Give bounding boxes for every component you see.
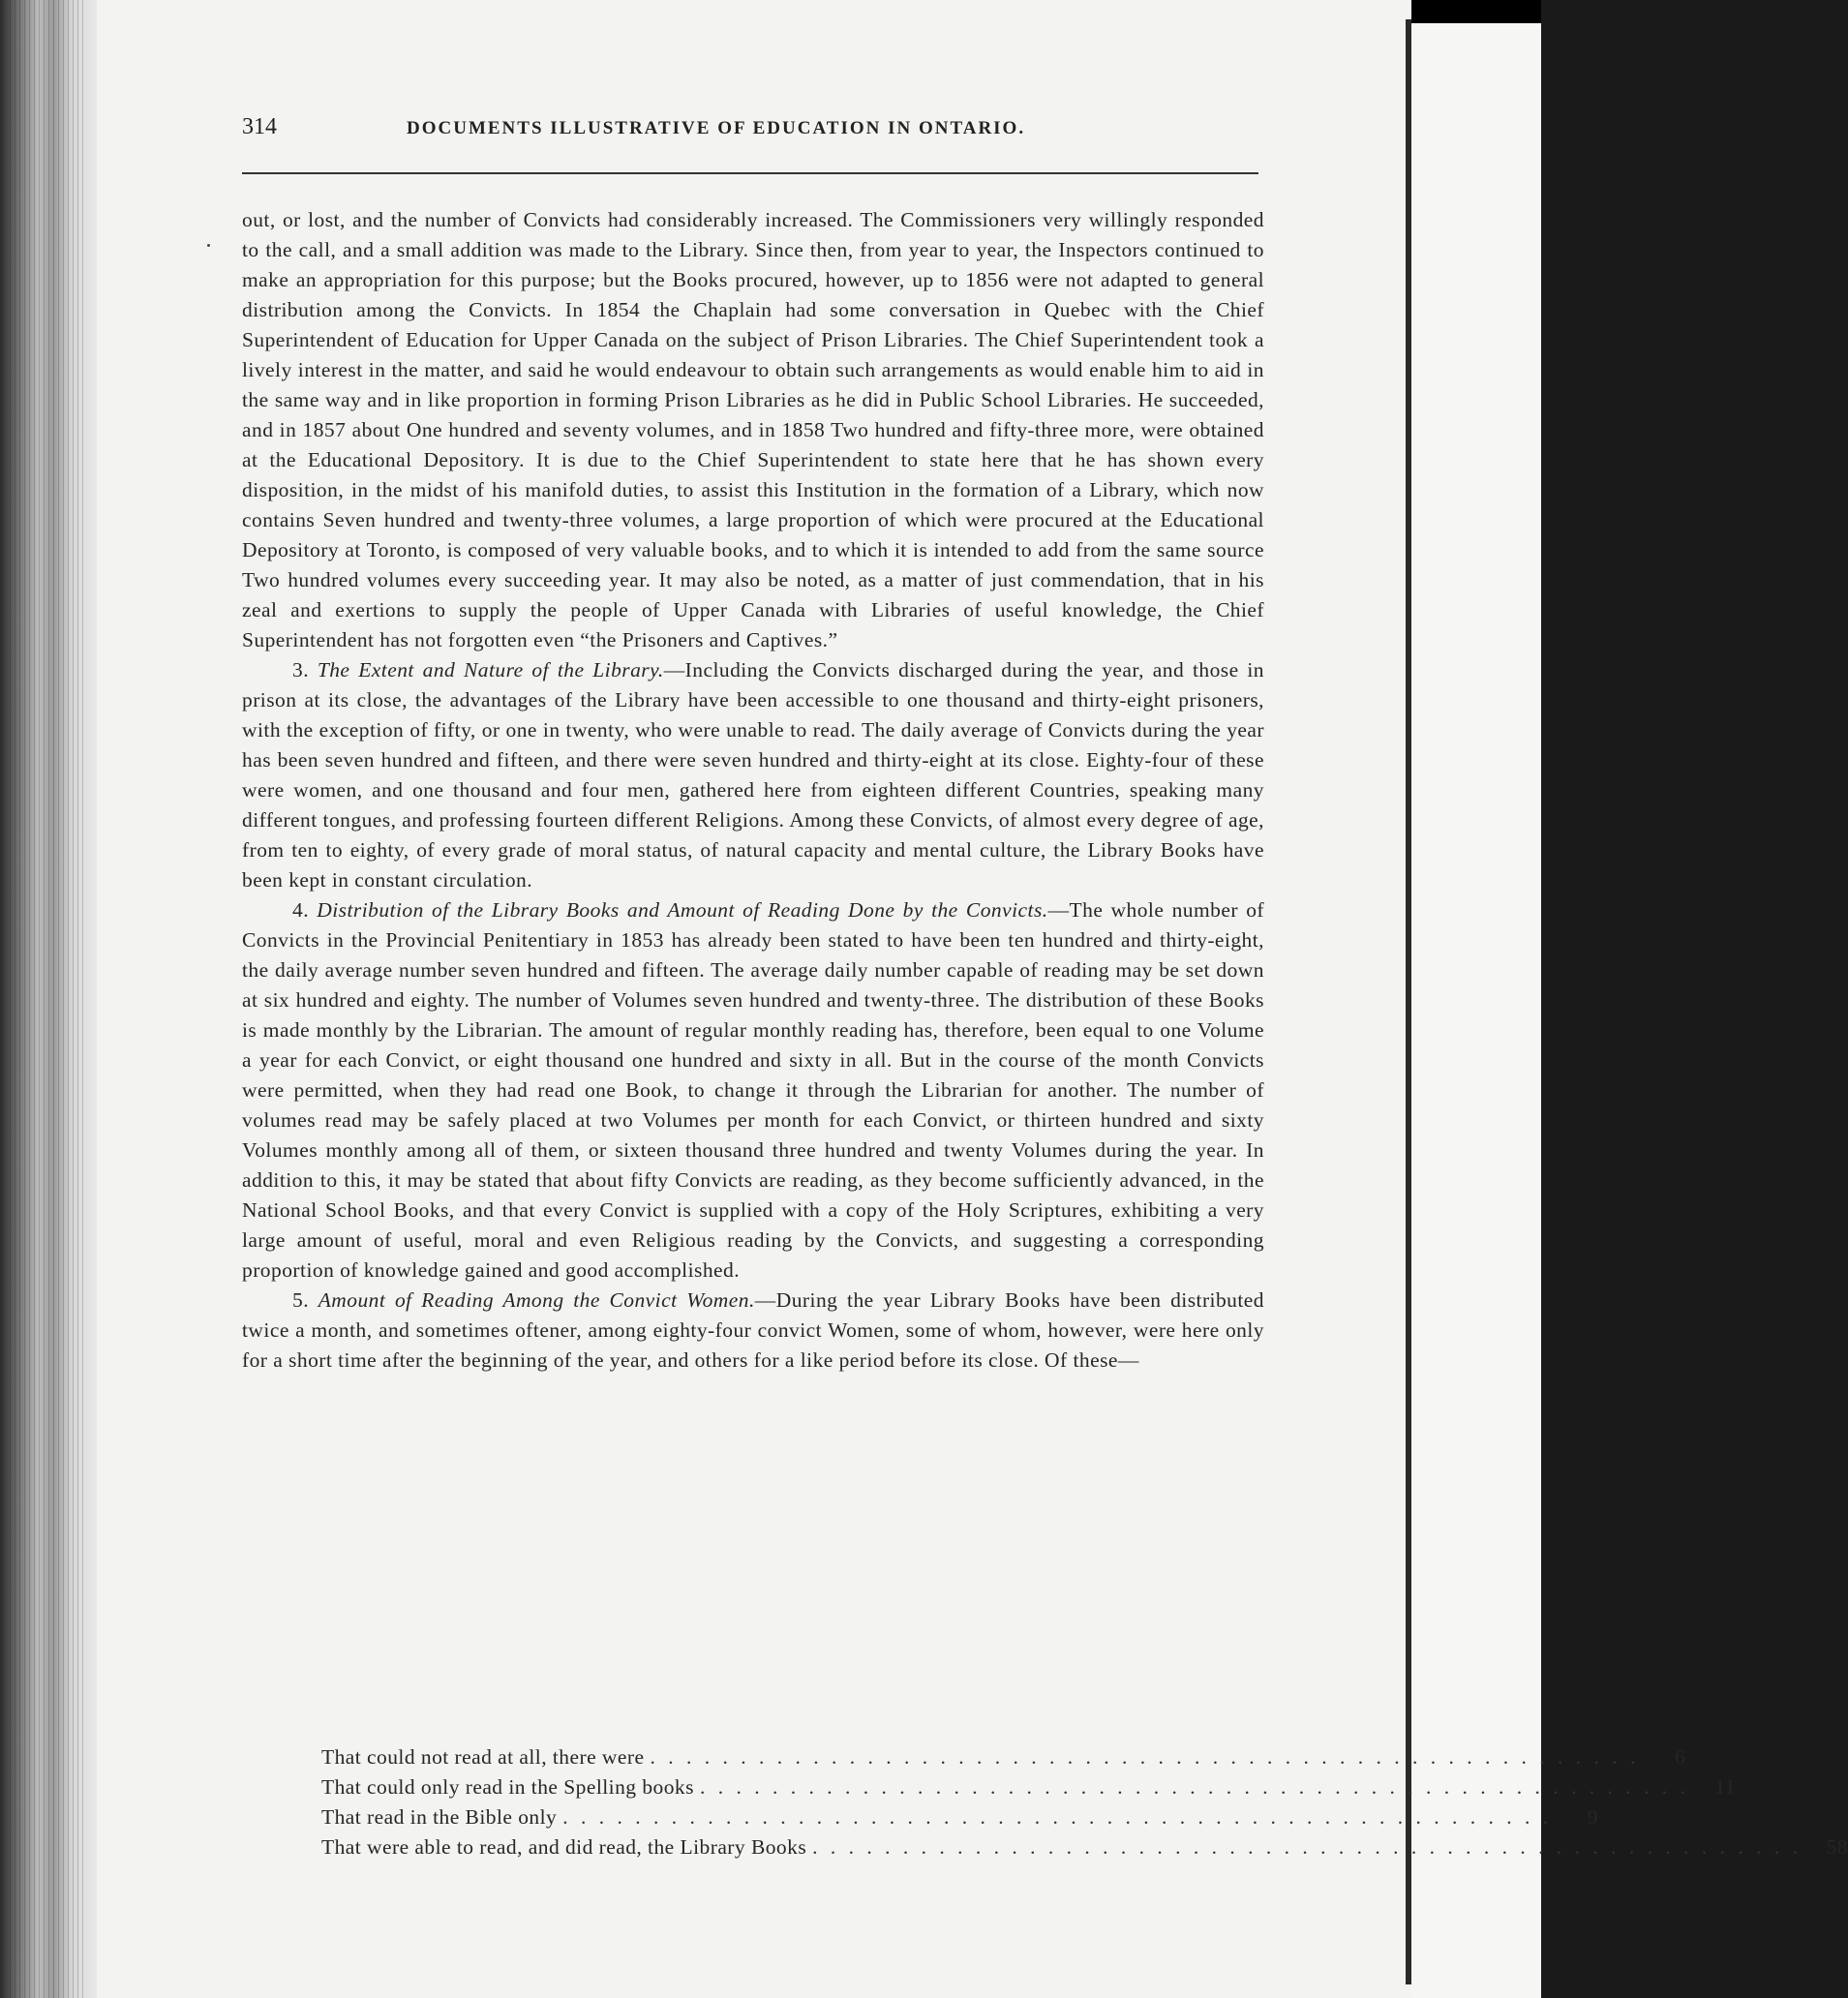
paragraph-distribution — [242, 895, 1264, 1286]
dot-leader: . . . . . . . . . . . . . . . . . . . . . . . . . . . . . . . . . . . . . . . . . . . . . . . . . . . . . . . — [650, 1745, 1640, 1769]
tally-value: 9 — [1587, 1805, 1599, 1829]
list-item — [321, 1772, 1736, 1802]
paragraph-convict-women — [242, 1286, 1264, 1376]
dot-leader: . . . . . . . . . . . . . . . . . . . . . . . . . . . . . . . . . . . . . . . . . . . . . . . . . . . . . . . — [699, 1775, 1689, 1799]
section-heading: Distribution of the Library Books and Amount of Reading Done by the Convicts. — [317, 898, 1048, 922]
tally-label: That could only read in the Spelling books — [321, 1775, 694, 1799]
section-text: —During the year Library Books have been distributed twice a month, and sometimes oftener, among eighty-four convict Women, some of whom, however, were here only for a short time after the beginning of the year, and others for a like period before its close. Of these— — [242, 1288, 1264, 1372]
section-heading: Amount of Reading Among the Convict Women. — [318, 1288, 755, 1312]
dot-leader: . . . . . . . . . . . . . . . . . . . . . . . . . . . . . . . . . . . . . . . . . . . . . . . . . . . . . . . — [812, 1835, 1803, 1859]
section-heading: The Extent and Nature of the Library. — [317, 658, 664, 681]
facing-page-margin — [1411, 0, 1541, 1998]
section-text: —The whole number of Convicts in the Provincial Penitentiary in 1853 has already been stated to have been ten hundred and thirty-eight, the daily average number seven hundred and fifteen. The average daily number capable of reading may be set down at six hundred and eighty. The number of Volumes seven hundred and twenty-three. The distribution of these Books is made monthly by the Librarian. The amount of regular monthly reading has, therefore, been equal to one Volume a year for each Convict, or eight thousand one hundred and sixty in all. But in the course of the month Convicts were permitted, when they had read one Book, to change it through the Librarian for another. The number of volumes read may be safely placed at two Volumes per month for each Convict, or thirteen hundred and sixty Volumes monthly among all of them, or sixteen thousand three hundred and twenty Volumes during the year. In addition to this, it may be stated that about fifty Convicts are reading, as they become sufficiently advanced, in the National School Books, and that every Convict is supplied with a copy of the Holy Scriptures, exhibiting a very large amount of useful, moral and even Religious reading by the Convicts, and suggesting a corresponding proportion of knowledge gained and good accomplished. — [242, 898, 1265, 1282]
tally-value: 6 — [1675, 1745, 1686, 1769]
document-body — [242, 205, 1264, 1376]
running-head — [242, 114, 1258, 153]
paragraph-continuation: out, or lost, and the number of Convicts had considerably increased. The Commissioners very willingly responded to the call, and a small addition was made to the Library. Since then, from year to year, the Inspectors continued to make an appropriation for this purpose; but the Books procured, however, up to 1856 were not adapted to general distribution among the Convicts. In 1854 the Chaplain had some conversation in Quebec with the Chief Superintendent of Education for Upper Canada on the subject of Prison Libraries. The Chief Superintendent took a lively interest in the matter, and said he would endeavour to obtain such arrangements as would enable him to aid in the same way and in like proportion in forming Prison Libraries as he did in Public School Libraries. He succeeded, and in 1857 about One hundred and seventy volumes, and in 1858 Two hundred and fifty-three more, were obtained at the Educational Depository. It is due to the Chief Superintendent to state here that he has shown every disposition, in the midst of his manifold duties, to assist this Institution in the formation of a Library, which now contains Seven hundred and twenty-three volumes, a large proportion of which were procured at the Educational Depository at Toronto, is composed of very valuable books, and to which it is intended to add from the same source Two hundred volumes every succeeding year. It may also be noted, as a matter of just commendation, that in his zeal and exertions to supply the people of Upper Canada with Libraries of useful knowledge, the Chief Superintendent has not forgotten even “the Prisoners and Captives.” — [242, 208, 1264, 651]
tally-label: That read in the Bible only — [321, 1805, 558, 1829]
list-item — [321, 1742, 1686, 1772]
list-item — [321, 1832, 1848, 1862]
section-text: —Including the Convicts discharged during the year, and those in prison at its close, the advantages of the Library have been accessible to one thousand and thirty-eight prisoners, with the exception of fifty, or one in twenty, who were unable to read. The daily average of Convicts during the year has been seven hundred and fifteen, and there were seven hundred and thirty-eight at its close. Eighty-four of these were women, and one thousand and four men, gathered here from eighteen different Countries, speaking many different tongues, and professing fourteen different Religions. Among these Convicts, of almost every degree of age, from ten to eighty, of every grade of moral status, of natural capacity and mental culture, the Library Books have been kept in constant circulation. — [242, 658, 1264, 892]
tally-value: 58 — [1826, 1835, 1848, 1859]
header-rule — [242, 172, 1258, 174]
page-edges — [10, 0, 87, 1998]
reading-tally-list — [321, 1742, 1848, 1862]
margin-speck — [207, 244, 210, 247]
top-dark-strip — [1411, 0, 1541, 23]
section-number: 4. — [292, 898, 310, 922]
list-item — [321, 1802, 1599, 1832]
section-number: 3. — [292, 658, 310, 681]
section-number: 5. — [292, 1288, 310, 1312]
dot-leader: . . . . . . . . . . . . . . . . . . . . . . . . . . . . . . . . . . . . . . . . . . . . . . . . . . . . . . . — [562, 1805, 1553, 1829]
running-title: DOCUMENTS ILLUSTRATIVE OF EDUCATION IN ONTARIO. — [407, 118, 1026, 138]
book-spine — [0, 0, 97, 1998]
tally-value: 11 — [1714, 1775, 1736, 1799]
tally-label: That could not read at all, there were — [321, 1745, 645, 1769]
page-number: 314 — [242, 114, 277, 139]
tally-label: That were able to read, and did read, the Library Books — [321, 1835, 807, 1859]
paragraph-extent-of-library — [242, 655, 1264, 895]
